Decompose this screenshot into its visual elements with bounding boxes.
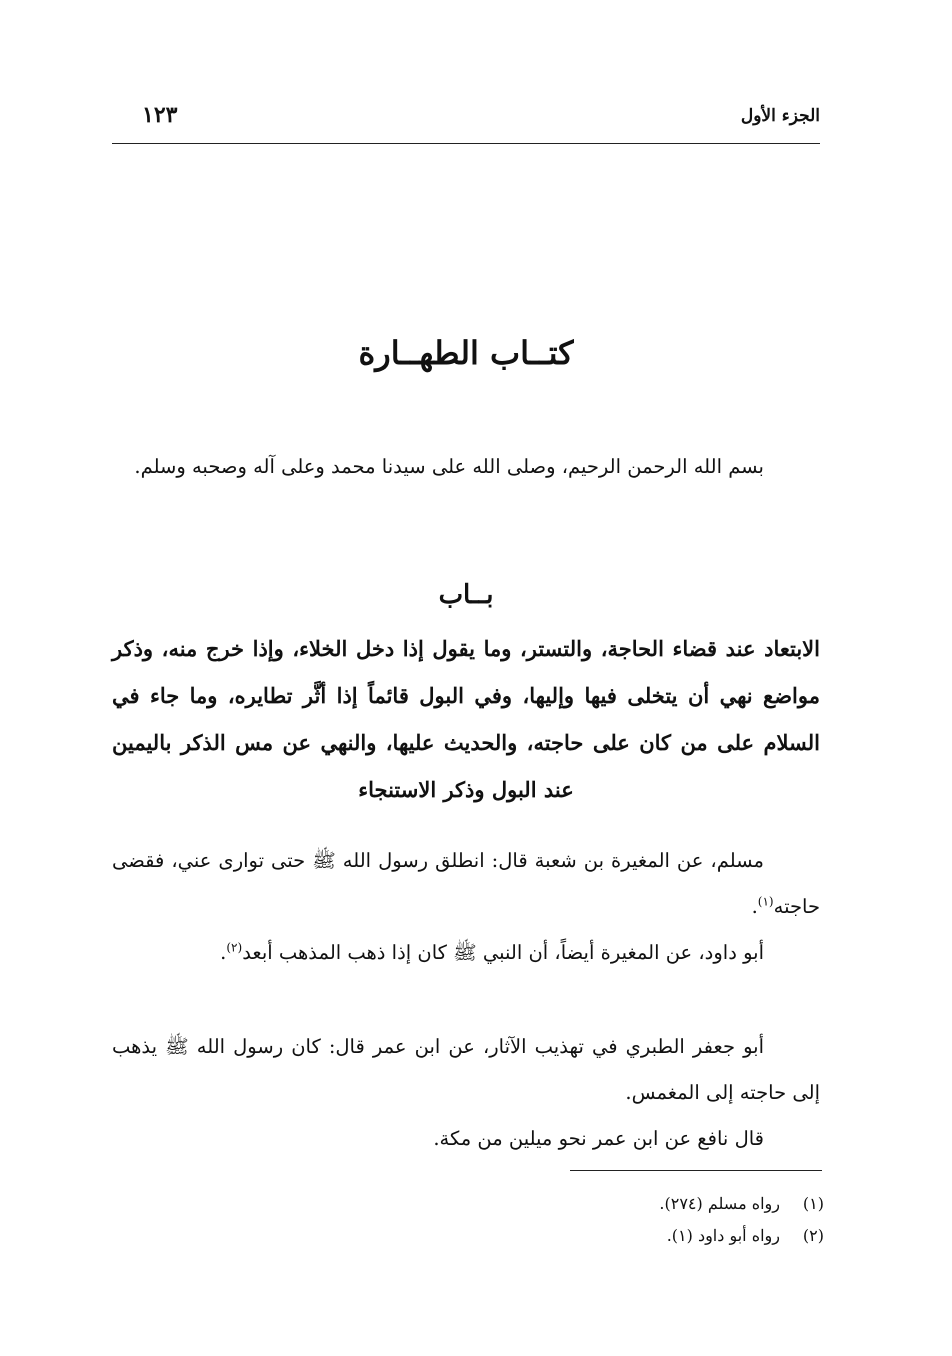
hadith-paragraph-2: [112, 930, 820, 976]
book-title: كتــاب الطهــارة: [358, 334, 574, 372]
footnotes: [112, 1188, 824, 1252]
paragraph-text: أبو داود، عن المغيرة أيضاً، أن النبي ﷺ كان إذا ذهب المذهب أبعد: [242, 941, 764, 964]
paragraph-text: مسلم، عن المغيرة بن شعبة قال: انطلق رسول الله ﷺ حتى توارى عني، فقضى حاجته: [112, 849, 820, 918]
footnote-ref-1: (١): [757, 894, 774, 909]
footnote-text: رواه مسلم (٢٧٤).: [659, 1194, 780, 1213]
paragraph-text: أبو جعفر الطبري في تهذيب الآثار، عن ابن عمر قال: كان رسول الله ﷺ يذهب إلى حاجته إلى المغمس.: [112, 1035, 820, 1104]
footnote-ref-2: (٢): [226, 940, 243, 955]
hadith-paragraph-3: [112, 1024, 820, 1116]
footnote-1: [112, 1188, 824, 1220]
hadith-paragraph-1: [112, 838, 820, 930]
footnote-text: رواه أبو داود (١).: [666, 1226, 780, 1245]
paragraph-end: .: [220, 941, 227, 964]
footnote-rule: [570, 1170, 822, 1171]
footnote-number: (٢): [802, 1226, 824, 1245]
page-number: ١٢٣: [142, 102, 178, 128]
chapter-heading: الابتعاد عند قضاء الحاجة، والتستر، وما يقول إذا دخل الخلاء، وإذا خرج منه، وذكر مواضع نهي أن يتخلى فيها وإليها، وفي البول قائماً إذا أثَّر تطايره، وما جاء في السلام على من كان على حاجته، والحديث عليها، والنهي عن مس الذكر باليمين عند البول وذكر الاستنجاء: [112, 636, 820, 802]
paragraph-end: .: [751, 895, 758, 918]
running-title: الجزء الأول: [740, 106, 820, 126]
chapter-label: بــاب: [438, 580, 494, 610]
footnote-2: [112, 1220, 824, 1252]
page-header: [112, 102, 820, 142]
paragraph-text: قال نافع عن ابن عمر نحو ميلين من مكة.: [433, 1127, 764, 1150]
basmala-paragraph: بسم الله الرحمن الرحيم، وصلى الله على سيدنا محمد وعلى آله وصحبه وسلم.: [134, 455, 764, 478]
footnote-number: (١): [802, 1194, 824, 1213]
header-rule: [112, 143, 820, 144]
hadith-paragraph-4: [112, 1116, 820, 1162]
